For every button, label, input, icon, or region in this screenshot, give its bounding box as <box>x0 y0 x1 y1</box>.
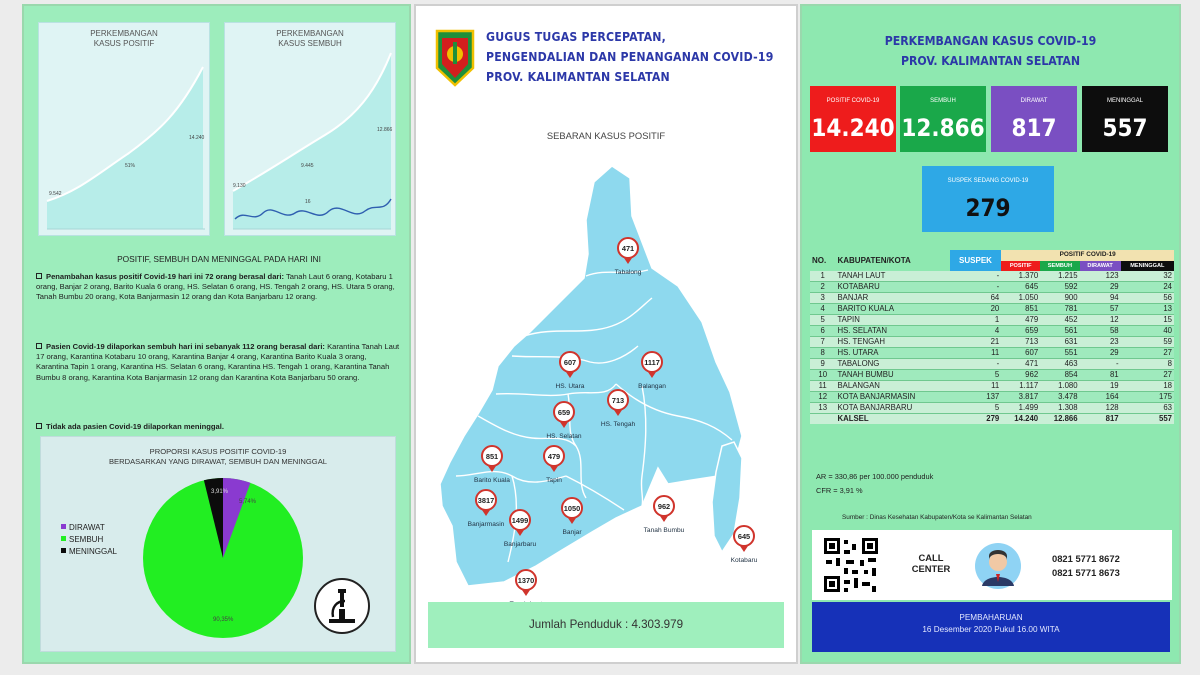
positive-label-mid: 51% <box>125 163 136 169</box>
table-cell: 12 <box>1080 315 1121 326</box>
table-cell: TANAH LAUT <box>835 271 949 282</box>
recovered-chart-title: PERKEMBANGAN KASUS SEMBUH <box>276 29 344 48</box>
table-cell: 1.080 <box>1040 381 1079 392</box>
phone-2: 0821 5771 8673 <box>1052 567 1120 578</box>
right-title-1: PERKEMBANGAN KASUS COVID-19 <box>884 34 1097 48</box>
table-cell: 5 <box>810 315 835 326</box>
pie-chart-box <box>40 436 396 652</box>
table-cell: 175 <box>1121 392 1174 403</box>
table-row <box>810 359 1174 370</box>
map-marker-value: 851 <box>485 452 499 461</box>
table-row <box>810 304 1174 315</box>
map-title: SEBARAN KASUS POSITIF <box>546 130 666 141</box>
table-cell: TABALONG <box>835 359 949 370</box>
table-row <box>810 348 1174 359</box>
table-cell: KALSEL <box>835 414 949 425</box>
table-cell: 56 <box>1121 293 1174 304</box>
table-cell: 29 <box>1080 348 1121 359</box>
map-marker-value: 471 <box>621 244 635 253</box>
legend-sembuh: SEMBUH <box>61 535 103 544</box>
table-row <box>810 293 1174 304</box>
map-marker-value: 1050 <box>563 504 581 513</box>
table-cell: 2 <box>810 282 835 293</box>
update-label: PEMBAHARUAN <box>959 613 1023 622</box>
table-cell: 463 <box>1040 359 1079 370</box>
map-marker-value: 962 <box>657 502 671 511</box>
table-cell: 962 <box>1001 370 1040 381</box>
table-cell: 1.370 <box>1001 271 1040 282</box>
table-cell: 1.308 <box>1040 403 1079 414</box>
right-title-2: PROV. KALIMANTAN SELATAN <box>900 54 1081 68</box>
col-meninggal: MENINGGAL <box>1121 261 1174 272</box>
table-cell: 851 <box>1001 304 1040 315</box>
checkbox-icon <box>36 343 42 349</box>
table-cell: 59 <box>1121 337 1174 348</box>
recovered-label-mid: 9.445 <box>301 163 314 169</box>
map-marker-name: Tabalong <box>614 269 642 276</box>
table-total-row <box>810 414 1174 425</box>
table-cell: 8 <box>810 348 835 359</box>
left-panel <box>22 4 411 664</box>
source-note: Sumber : Dinas Kesehatan Kabupaten/Kota se Kalimantan Selatan <box>842 514 1032 521</box>
map-marker-name: Banjarbaru <box>503 541 537 548</box>
map-marker-name: Banjar <box>562 529 582 536</box>
col-kab: KABUPATEN/KOTA <box>837 255 911 265</box>
table-cell: 19 <box>1080 381 1121 392</box>
map-marker-value: 645 <box>737 532 751 541</box>
table-row <box>810 326 1174 337</box>
map-marker-value: 1499 <box>511 516 529 525</box>
recovered-label-end: 12.866 <box>377 127 393 133</box>
population-bar: Jumlah Penduduk : 4.303.979 <box>428 602 784 648</box>
district-table-body <box>810 271 1174 424</box>
table-cell: KOTABARU <box>835 282 949 293</box>
recovered-label-bottom: 16 <box>305 199 311 205</box>
bullet-positive: Penambahan kasus positif Covid-19 hari ini 72 orang berasal dari: Tanah Laut 6 orang, Kotabaru 1 orang, Banjar 2 orang, Barito Kuala 6 orang, HS. Selatan 6 orang, HS. Tengah 2 orang, HS. Utara 5 orang, Tanah Bumbu 20 orang, Kota Banjarmasin 12 orang dan Kota Banjarbaru 12 orang. <box>36 272 395 302</box>
table-cell: TAPIN <box>835 315 949 326</box>
table-cell: BALANGAN <box>835 381 949 392</box>
stat-dirawat: DIRAWAT 817 <box>991 86 1077 152</box>
table-row <box>810 337 1174 348</box>
table-row <box>810 282 1174 293</box>
map-marker-name: HS. Utara <box>555 383 585 390</box>
table-cell: 900 <box>1040 293 1079 304</box>
table-cell: 13 <box>810 403 835 414</box>
table-cell: 1.499 <box>1001 403 1040 414</box>
table-row <box>810 315 1174 326</box>
table-cell: 58 <box>1080 326 1121 337</box>
table-row <box>810 392 1174 403</box>
col-dirawat: DIRAWAT <box>1080 261 1121 272</box>
table-cell: 4 <box>810 304 835 315</box>
table-cell: 14.240 <box>1001 414 1040 425</box>
table-row <box>810 370 1174 381</box>
col-positif: POSITIF <box>1001 261 1040 272</box>
table-cell: 13 <box>1121 304 1174 315</box>
table-row <box>810 381 1174 392</box>
district-table <box>810 250 1174 424</box>
microscope-icon <box>313 577 371 635</box>
header-line-3: PROV. KALIMANTAN SELATAN <box>486 70 670 84</box>
col-suspek: SUSPEK <box>950 250 1002 271</box>
table-cell: 24 <box>1121 282 1174 293</box>
table-cell: 128 <box>1080 403 1121 414</box>
table-cell: KOTA BANJARBARU <box>835 403 949 414</box>
table-row <box>810 271 1174 282</box>
table-cell: 23 <box>1080 337 1121 348</box>
table-cell: 27 <box>1121 370 1174 381</box>
map-marker-value: 1370 <box>517 576 535 585</box>
map-marker-value: 713 <box>611 396 625 405</box>
pie-label-meninggal: 3,91% <box>211 489 229 495</box>
table-cell: 557 <box>1121 414 1174 425</box>
table-cell: 10 <box>810 370 835 381</box>
table-cell: 551 <box>1040 348 1079 359</box>
today-title: POSITIF, SEMBUH DAN MENINGGAL PADA HARI INI <box>117 254 321 264</box>
col-group-positif: POSITIF COVID-19 <box>1001 250 1174 261</box>
table-cell: 1.215 <box>1040 271 1079 282</box>
table-cell: 854 <box>1040 370 1079 381</box>
table-cell: 18 <box>1121 381 1174 392</box>
table-cell: 11 <box>950 381 1002 392</box>
table-cell: 29 <box>1080 282 1121 293</box>
phone-numbers <box>1052 552 1120 580</box>
bullet-recovered: Pasien Covid-19 dilaporkan sembuh hari ini sebanyak 112 orang berasal dari: Karantina Tanah Laut 17 orang, Karantina Kotabaru 10 orang, Karantina Banjar 4 orang, Karantina Barito Kuala 3 orang, Karantina Tapin 1 orang, Karantina HS. Selatan 6 orang, Karantina HS. Tengah 1 orang, Karantina Tanah Bumbu 8 orang, Karantina Kota Banjarmasin 12 orang dan Karantina Kota Banjarbaru 50 orang. <box>36 342 400 382</box>
table-cell: 6 <box>810 326 835 337</box>
table-cell: 471 <box>1001 359 1040 370</box>
table-cell: 279 <box>950 414 1002 425</box>
recovered-label-start: 9.130 <box>233 183 246 189</box>
pie-title-2: BERDASARKAN YANG DIRAWAT, SEMBUH DAN MENINGGAL <box>108 457 327 466</box>
table-cell: 8 <box>1121 359 1174 370</box>
map-marker <box>644 496 685 534</box>
table-cell: 63 <box>1121 403 1174 414</box>
table-cell: 781 <box>1040 304 1079 315</box>
map-marker-name: HS. Tengah <box>600 421 636 428</box>
table-cell: 561 <box>1040 326 1079 337</box>
table-header-row <box>810 250 1174 261</box>
table-cell: 11 <box>810 381 835 392</box>
note-ar: AR = 330,86 per 100.000 penduduk <box>816 472 934 481</box>
table-cell: 659 <box>1001 326 1040 337</box>
table-cell: - <box>950 271 1002 282</box>
legend-dirawat: DIRAWAT <box>61 523 105 532</box>
stat-sembuh: SEMBUH 12.866 <box>900 86 986 152</box>
table-cell: 1.050 <box>1001 293 1040 304</box>
call-center-label: CALL CENTER <box>911 552 951 574</box>
map-marker-value: 1117 <box>644 358 660 367</box>
table-cell: 57 <box>1080 304 1121 315</box>
positive-trend-chart <box>38 22 210 236</box>
map-marker-name: Kotabaru <box>730 557 758 564</box>
update-date: 16 Desember 2020 Pukul 16.00 WITA <box>922 625 1060 634</box>
table-cell: 592 <box>1040 282 1079 293</box>
pie-label-sembuh: 90,35% <box>213 617 234 623</box>
table-cell: 94 <box>1080 293 1121 304</box>
stat-positif: POSITIF COVID-19 14.240 <box>810 86 896 152</box>
positive-area <box>39 23 211 237</box>
table-cell: HS. UTARA <box>835 348 949 359</box>
table-cell: 27 <box>1121 348 1174 359</box>
qr-code-icon <box>822 536 880 594</box>
middle-panel <box>414 4 798 664</box>
table-cell: 9 <box>810 359 835 370</box>
header-line-1: GUGUS TUGAS PERCEPATAN, <box>486 30 667 44</box>
map-marker-name: Tanah Bumbu <box>643 527 685 534</box>
table-cell: 40 <box>1121 326 1174 337</box>
table-cell: - <box>950 359 1002 370</box>
table-cell: 4 <box>950 326 1002 337</box>
table-cell: 5 <box>950 403 1002 414</box>
map-marker-name: HS. Selatan <box>546 433 582 440</box>
pie-label-dirawat: 5,74% <box>239 499 257 505</box>
table-cell: 713 <box>1001 337 1040 348</box>
recovered-area <box>225 23 397 237</box>
map-marker-value: 3817 <box>477 496 495 505</box>
table-cell: 607 <box>1001 348 1040 359</box>
table-cell <box>810 414 835 425</box>
kalsel-map <box>416 6 800 606</box>
bullet-deaths: Tidak ada pasien Covid-19 dilaporkan meninggal. <box>36 422 401 432</box>
map-marker-value: 479 <box>547 452 561 461</box>
map-marker <box>731 526 758 564</box>
table-cell: BARITO KUALA <box>835 304 949 315</box>
table-cell: 645 <box>1001 282 1040 293</box>
table-cell: 123 <box>1080 271 1121 282</box>
col-sembuh: SEMBUH <box>1040 261 1079 272</box>
stat-suspek: SUSPEK SEDANG COVID-19 279 <box>922 166 1054 232</box>
table-cell: 3.478 <box>1040 392 1079 403</box>
table-cell: HS. TENGAH <box>835 337 949 348</box>
table-cell: 452 <box>1040 315 1079 326</box>
table-row <box>810 403 1174 414</box>
checkbox-icon <box>36 423 42 429</box>
map-marker-name: Barito Kuala <box>474 477 510 484</box>
table-cell: 479 <box>1001 315 1040 326</box>
map-marker-name: Banjarmasin <box>467 521 505 528</box>
map-marker-value: 607 <box>563 358 577 367</box>
table-cell: 1 <box>810 271 835 282</box>
table-cell: 11 <box>950 348 1002 359</box>
positive-chart-title: PERKEMBANGAN KASUS POSITIF <box>90 29 158 48</box>
table-cell: 20 <box>950 304 1002 315</box>
table-cell: 137 <box>950 392 1002 403</box>
map-marker-value: 659 <box>557 408 571 417</box>
table-cell: 5 <box>950 370 1002 381</box>
header-line-2: PENGENDALIAN DAN PENANGANAN COVID-19 <box>486 50 774 64</box>
map-marker-name: Balangan <box>638 383 666 390</box>
recovered-trend-chart <box>224 22 396 236</box>
table-cell: 3 <box>810 293 835 304</box>
table-cell: 21 <box>950 337 1002 348</box>
table-cell: HS. SELATAN <box>835 326 949 337</box>
table-cell: TANAH BUMBU <box>835 370 949 381</box>
table-cell: KOTA BANJARMASIN <box>835 392 949 403</box>
note-cfr: CFR = 3,91 % <box>816 486 863 495</box>
call-center-box <box>812 530 1172 600</box>
table-cell: 12 <box>810 392 835 403</box>
col-no: NO. <box>812 255 827 265</box>
map-marker-name: Tapin <box>546 477 562 484</box>
right-panel <box>800 4 1181 664</box>
checkbox-icon <box>36 273 42 279</box>
table-cell: 64 <box>950 293 1002 304</box>
table-cell: 12.866 <box>1040 414 1079 425</box>
legend-meninggal: MENINGGAL <box>61 547 117 556</box>
table-cell: BANJAR <box>835 293 949 304</box>
table-cell: 817 <box>1080 414 1121 425</box>
table-cell: 631 <box>1040 337 1079 348</box>
table-cell: 1 <box>950 315 1002 326</box>
table-cell: 7 <box>810 337 835 348</box>
operator-avatar-icon <box>974 542 1022 590</box>
phone-1: 0821 5771 8672 <box>1052 553 1120 564</box>
update-box <box>812 602 1170 652</box>
pie-title-1: PROPORSI KASUS POSITIF COVID-19 <box>149 447 287 456</box>
table-cell: 164 <box>1080 392 1121 403</box>
table-cell: - <box>950 282 1002 293</box>
table-cell: 81 <box>1080 370 1121 381</box>
positive-label-end: 14.240 <box>189 135 205 141</box>
table-cell: 32 <box>1121 271 1174 282</box>
table-cell: - <box>1080 359 1121 370</box>
table-cell: 15 <box>1121 315 1174 326</box>
positive-label-start: 9.542 <box>49 191 62 197</box>
table-cell: 3.817 <box>1001 392 1040 403</box>
table-cell: 1.117 <box>1001 381 1040 392</box>
stat-meninggal: MENINGGAL 557 <box>1082 86 1168 152</box>
